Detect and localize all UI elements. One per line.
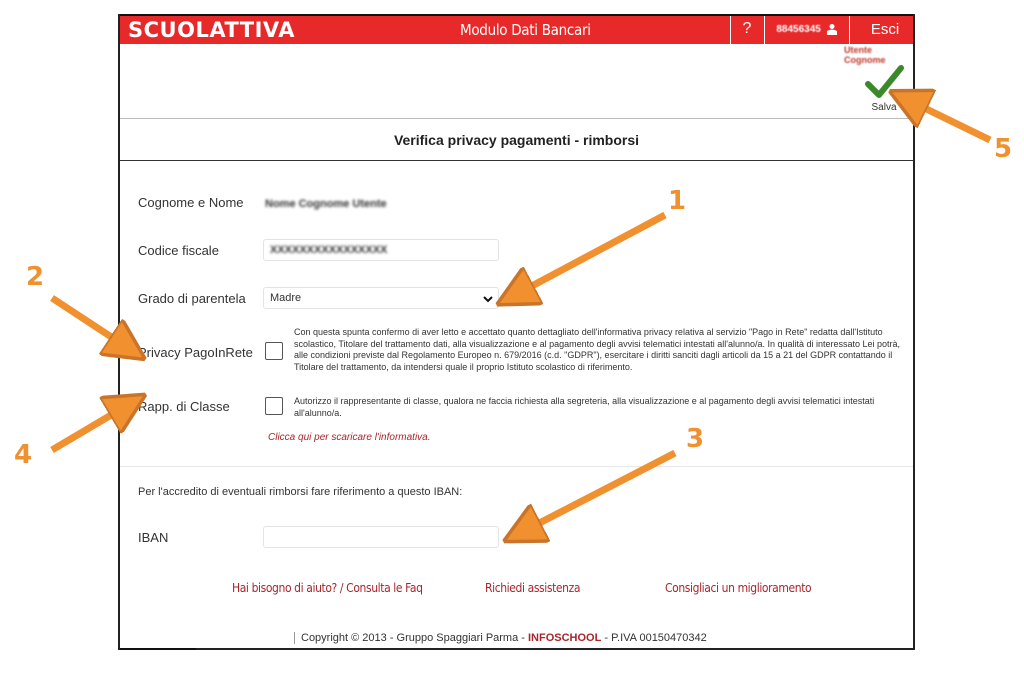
save-button[interactable] — [858, 62, 910, 113]
app-logo: SCUOLATTIVA — [128, 18, 295, 42]
rapp-checkbox[interactable] — [265, 397, 283, 415]
privacy-checkbox[interactable] — [265, 342, 283, 360]
copyright-suffix: - P.IVA 00150470342 — [601, 632, 707, 644]
user-code: 88456345 — [776, 24, 821, 35]
assistance-link[interactable]: Richiedi assistenza — [485, 581, 581, 595]
top-bar — [120, 14, 913, 44]
app-window — [118, 14, 915, 650]
help-button[interactable]: ? — [730, 16, 763, 44]
improvement-link[interactable]: Consigliaci un miglioramento — [665, 581, 812, 595]
name-label: Cognome e Nome — [138, 195, 244, 210]
grado-value: Madre — [270, 292, 302, 304]
privacy-text: Con questa spunta confermo di aver letto e accettato quanto dettagliato dell'informativa privacy relativa al servizio "Pago in Rete" redatta dall'Istituto scolastico, Titolare del trattamento dati, alla visualizzazione e al pagamento degli avvisi telematici intestati all'alunno/a. In qualità di interessato Lei potrà, alle condizioni previste dal Regolamento Europeo n. 679/2016 (c.d. "GDPR"), esercitare i diritti sanciti dagli articoli da 15 a 21 del GDPR contattando il Titolare del trattamento, da intendersi quale il proprio Istituto scolastico di riferimento. — [294, 327, 901, 372]
save-label: Salva — [871, 102, 897, 113]
help-faq-link[interactable]: Hai bisogno di aiuto? / Consulta le Faq — [232, 581, 423, 595]
annotation-arrow-2 — [52, 298, 128, 348]
bottom-bar — [120, 648, 196, 650]
annotation-arrow-4 — [52, 405, 128, 450]
module-title: Modulo Dati Bancari — [460, 21, 591, 39]
copyright-prefix: Copyright © 2013 - Gruppo Spaggiari Parma - — [301, 632, 528, 644]
chevron-down-icon — [482, 293, 494, 305]
iban-note: Per l'accredito di eventuali rimborsi fare riferimento a questo IBAN: — [138, 486, 463, 498]
grado-select[interactable] — [263, 287, 499, 309]
annotation-label-1: 1 — [668, 186, 687, 216]
copyright-brand: INFOSCHOOL — [528, 632, 602, 644]
iban-label: IBAN — [138, 530, 169, 545]
grado-label: Grado di parentela — [138, 291, 246, 306]
section-title: Verifica privacy pagamenti - rimborsi — [393, 132, 640, 148]
copyright — [294, 632, 707, 644]
divider — [120, 160, 913, 161]
annotation-label-5: 5 — [994, 134, 1013, 164]
cf-field[interactable] — [263, 239, 499, 261]
rapp-text: Autorizzo il rappresentante di classe, qualora ne faccia richiesta alla segreteria, alla visualizzazione e al pagamento degli avvisi telematici intestati all'alunno/a. — [294, 396, 875, 418]
name-value: Nome Cognome Utente — [265, 198, 387, 210]
privacy-label: Privacy PagoInRete — [138, 345, 253, 360]
rapp-label: Rapp. di Classe — [138, 399, 230, 414]
annotation-label-2: 2 — [26, 262, 45, 292]
annotation-label-3: 3 — [686, 424, 705, 454]
annotation-arrow-5 — [908, 100, 990, 140]
iban-field[interactable] — [263, 526, 499, 548]
cf-value: XXXXXXXXXXXXXXXX — [270, 244, 388, 256]
divider — [120, 466, 913, 467]
annotation-label-4: 4 — [14, 440, 33, 470]
user-button[interactable] — [764, 16, 850, 44]
checkmark-icon — [864, 62, 904, 102]
exit-button[interactable]: Esci — [870, 21, 900, 38]
info-download-link[interactable]: Clicca qui per scaricare l'informativa. — [268, 432, 431, 443]
user-name: Utente Cognome — [844, 45, 886, 65]
divider — [120, 118, 913, 119]
user-icon — [826, 23, 838, 35]
cf-label: Codice fiscale — [138, 243, 219, 258]
